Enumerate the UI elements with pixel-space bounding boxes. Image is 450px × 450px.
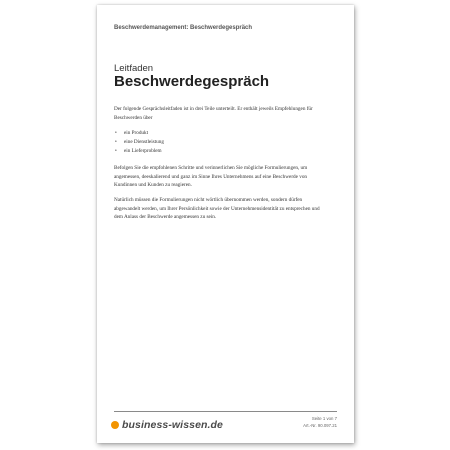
footer-meta [303, 416, 337, 429]
intro-paragraph: Der folgende Gesprächsleitfaden ist in drei Teile unterteilt. Er enthält jeweils Empfehlungen für Beschwerden über [114, 106, 313, 121]
note-paragraph: Natürlich müssen die Formulierungen nicht wörtlich übernommen werden, sondern dürfen abgewandelt werden, um Ihrer Persönlichkeit sowie der Unternehmensidentität zu entsprechen und dem Anlass der Beschwerde angemessen zu sein. [114, 196, 320, 221]
business-wissen-logo [111, 419, 223, 431]
logo-dot-icon [111, 421, 119, 429]
list-item [114, 129, 329, 138]
document-title: Beschwerdegespräch [114, 73, 270, 90]
bullet-list [114, 129, 329, 156]
bullet-icon: • [115, 149, 117, 155]
footer-divider [114, 411, 337, 412]
bullet-icon: • [115, 131, 117, 137]
list-item [114, 138, 329, 147]
list-item [114, 147, 329, 156]
document-body [114, 105, 329, 228]
document-subtitle: Leitfaden [114, 63, 154, 74]
list-item-text: ein Produkt [124, 130, 149, 137]
article-number: Art.-Nr. 90.097.21 [303, 422, 337, 428]
page-number: Seite 1 von 7 [311, 416, 337, 421]
bullet-icon: • [115, 140, 117, 146]
list-item-text: ein Lieferproblem [124, 148, 162, 155]
list-item-text: eine Dienstleistung [124, 139, 164, 146]
running-header: Beschwerdemanagement: Beschwerdegespräch [114, 25, 253, 31]
document-page [97, 5, 354, 443]
logo-text: business-wissen.de [122, 419, 224, 431]
instructions-paragraph: Befolgen Sie die empfohlenen Schritte und verinnerlichen Sie mögliche Formulierungen, um angemessen, deeskalierend und ganz im Sinne Ihres Unternehmens auf eine Beschwerde von Kundinnen und Kunden zu reagieren. [114, 165, 308, 189]
